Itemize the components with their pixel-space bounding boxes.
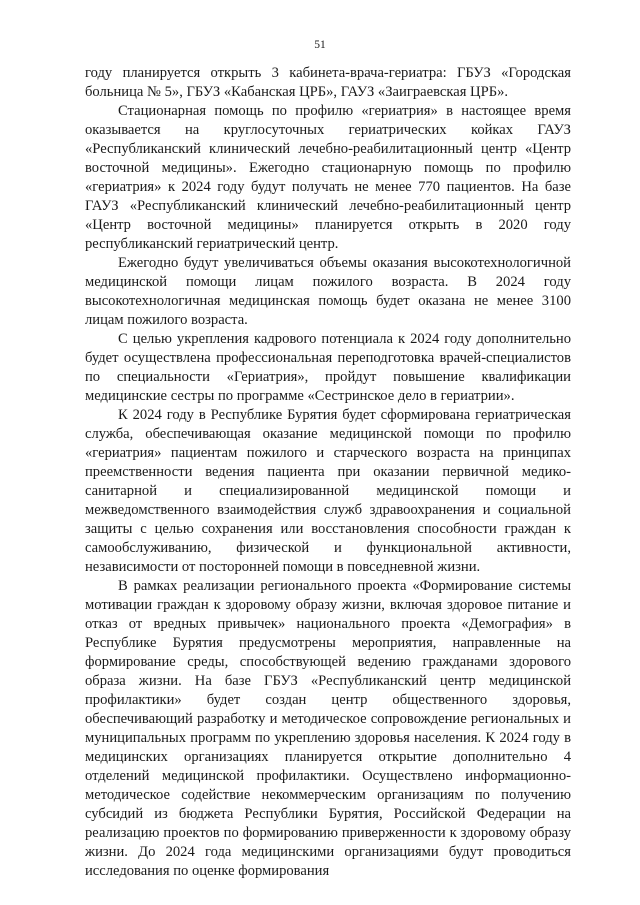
paragraph-high-tech-care: Ежегодно будут увеличиваться объемы оказания высокотехнологичной медицинской помощи лицам пожилого возраста. В 2024 году высокотехнологичная медицинская помощь будет оказана не менее 3100 лицам пожилого возраста. — [85, 255, 571, 328]
paragraph-geriatric-service: К 2024 году в Республике Бурятия будет сформирована гериатрическая служба, обеспечивающая оказание медицинской помощи по профилю «гериатрия» пациентам пожилого и старческого возраста на принципах преемственности ведения пациента при оказании первичной медико-санитарной и специализированной медицинской помощи и межведомственного взаимодействия служб здравоохранения и социальной защиты с целью сохранения или восстановления способности граждан к самообслуживанию, физической и функциональной активности, независимости от посторонней помощи в повседневной жизни. — [85, 407, 571, 575]
page-number: 51 — [314, 39, 326, 51]
paragraph-continuation: году планируется открыть 3 кабинета-врача-гериатра: ГБУЗ «Городская больница № 5», ГБУЗ «Кабанская ЦРБ», ГАУЗ «Заиграевская ЦРБ». — [85, 65, 571, 100]
document-body — [85, 64, 571, 881]
paragraph-staff-training: С целью укрепления кадрового потенциала к 2024 году дополнительно будет осуществлена профессиональная переподготовка врачей-специалистов по специальности «Гериатрия», пройдут повышение квалификации медицинские сестры по программе «Сестринское дело в гериатрии». — [85, 331, 571, 404]
paragraph-inpatient-care: Стационарная помощь по профилю «гериатрия» в настоящее время оказывается на круглосуточных гериатрических койках ГАУЗ «Республиканский клинический лечебно-реабилитационный центр «Центр восточной медицины». Ежегодно стационарную помощь по профилю «гериатрия» к 2024 году будут получать не менее 770 пациентов. На базе ГАУЗ «Республиканский клинический лечебно-реабилитационный центр «Центр восточной медицины» планируется открыть в 2020 году республиканский гериатрический центр. — [85, 103, 571, 252]
paragraph-healthy-lifestyle: В рамках реализации регионального проекта «Формирование системы мотивации граждан к здоровому образу жизни, включая здоровое питание и отказ от вредных привычек» национального проекта «Демография» в Республике Бурятия предусмотрены мероприятия, направленные на формирование среды, способствующей ведению гражданами здорового образа жизни. На базе ГБУЗ «Республиканский центр медицинской профилактики» будет создан центр общественного здоровья, обеспечивающий разработку и методическое сопровождение региональных и муниципальных программ по укреплению здоровья населения. К 2024 году в медицинских организациях планируется открытие дополнительно 4 отделений медицинской профилактики. Осуществлено информационно-методическое содействие некоммерческим организациям по получению субсидий из бюджета Республики Бурятия, Российской Федерации на реализацию проектов по формированию приверженности к здоровому образу жизни. До 2024 года медицинскими организациями будут проводиться исследования по оценке формирования — [85, 578, 571, 879]
